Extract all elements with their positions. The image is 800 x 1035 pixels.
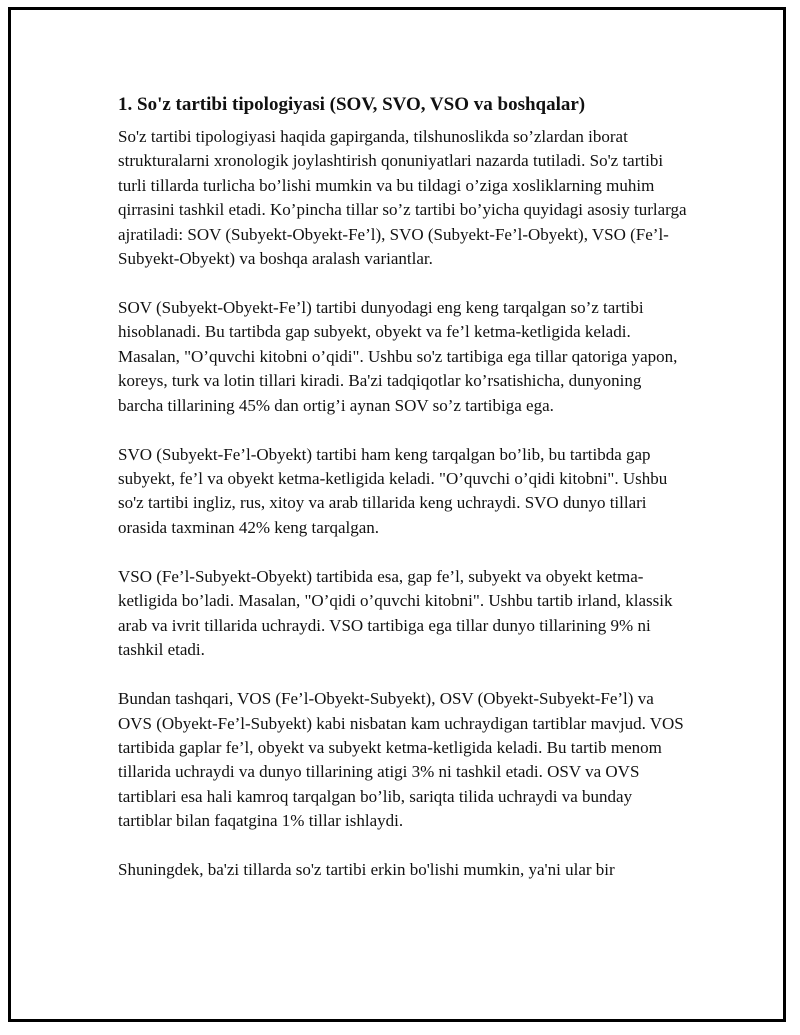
paragraph-other-orders: Bundan tashqari, VOS (Fe’l-Obyekt-Subyekt), OSV (Obyekt-Subyekt-Fe’l) va OVS (Obyekt-Fe’l-Subyekt) kabi nisbatan kam uchraydigan tartiblar mavjud. VOS tartibida gaplar fe’l, obyekt va subyekt ketma-ketligida keladi. Bu tartib menom tillarida uchraydi va dunyo tillarining atigi 3% ni tashkil etadi. OSV va OVS tartiblari esa hali kamroq tarqalgan bo’lib, sariqta tilida uchraydi va bunday tartiblar bilan faqatgina 1% tillar ishlaydi. xyxy=(118,689,684,831)
document-body xyxy=(118,92,690,907)
paragraph-svo: SVO (Subyekt-Fe’l-Obyekt) tartibi ham keng tarqalgan bo’lib, bu tartibda gap subyekt, fe’l va obyekt ketma-ketligida keladi. "O’quvchi o’qidi kitobni". Ushbu so'z tartibi ingliz, rus, xitoy va arab tillarida keng uchraydi. SVO dunyo tillari orasida taxminan 42% keng tarqalgan. xyxy=(118,444,668,537)
paragraph-vso: VSO (Fe’l-Subyekt-Obyekt) tartibida esa, gap fe’l, subyekt va obyekt ketma-ketligida bo’ladi. Masalan, "O’qidi o’quvchi kitobni". Ushbu tartib irland, klassik arab va ivrit tillarida uchraydi. VSO tartibiga ega tillar dunyo tillarining 9% ni tashkil etadi. xyxy=(118,566,673,660)
section-heading: 1. So'z tartibi tipologiyasi (SOV, SVO, VSO va boshqalar) xyxy=(118,94,586,115)
paragraph-free-order: Shuningdek, ba'zi tillarda so'z tartibi erkin bo'lishi mumkin, ya'ni ular bir xyxy=(118,860,615,880)
paragraph-intro: So'z tartibi tipologiyasi haqida gapirganda, tilshunoslikda so’zlardan iborat strukturalarni xronologik joylashtirish qonuniyatlari nazarda tutiladi. So'z tartibi turli tillarda turlicha bo’lishi mumkin va bu tildagi o’ziga xosliklarning muhim qirrasini tashkil etadi. Ko’pincha tillar so’z tartibi bo’yicha quyidagi asosiy turlarga ajratiladi: SOV (Subyekt-Obyekt-Fe’l), SVO (Subyekt-Fe’l-Obyekt), VSO (Fe’l-Subyekt-Obyekt) va boshqa aralash variantlar. xyxy=(118,127,687,269)
paragraph-sov: SOV (Subyekt-Obyekt-Fe’l) tartibi dunyodagi eng keng tarqalgan so’z tartibi hisoblanadi. Bu tartibda gap subyekt, obyekt va fe’l ketma-ketligida keladi. Masalan, "O’quvchi kitobni o’qidi". Ushbu so'z tartibiga ega tillar qatoriga yapon, koreys, turk va lotin tillari kiradi. Ba'zi tadqiqotlar ko’rsatishicha, dunyoning barcha tillarining 45% dan ortig’i aynan SOV so’z tartibiga ega. xyxy=(118,298,678,415)
